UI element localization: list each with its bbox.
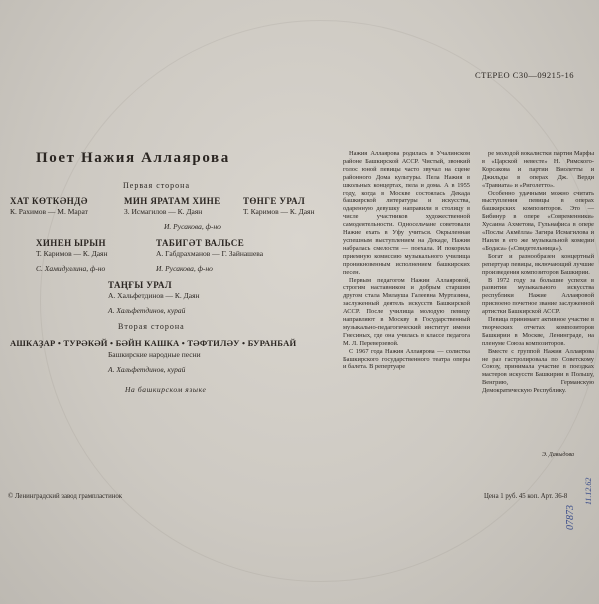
bio-paragraph: Певица принимает активное участие в творческих отчетах композиторов Башкирии в Москве, Ленинграде, на пленуме Союза композиторов.: [482, 316, 594, 347]
handwritten-date: 11.12.62: [584, 477, 593, 505]
song-authors: Т. Каримов — К. Даян: [36, 249, 108, 258]
bio-paragraph: Первым педагогом Нажии Аллаяровой, строгим наставником и добрым старшим другом стала Милауша Галеевна Муртазина, заслуженный деятель искусств Башкирской АССР. После училища молодую певицу направляют в Москву в Государственный музыкально-педагогический институт имени Гнесиных, где она училась в классе педагога М. Л. Переверзевой.: [343, 276, 470, 347]
song-performer: А. Хальфетдинов, курай: [108, 306, 186, 315]
song-performer: И. Русакова, ф-но: [156, 264, 213, 273]
language-note: На башкирском языке: [125, 385, 207, 394]
album-title: Поет Нажия Аллаярова: [36, 150, 230, 166]
bio-paragraph: Вместе с группой Нажия Аллаярова не раз гастролировала по Советскому Союзу, принимала участие в поездках мастеров искусств Башкирии в Польшу, Венгрию, Германскую Демократическую Республику.: [482, 347, 594, 395]
biography-column-1: [343, 150, 470, 371]
side2-song-list: АШКАҘАР • ТУРӘКӘЙ • БӘЙН КАШКА • ТӘФТИЛӘУ • БУРАНБАЙ: [10, 338, 297, 348]
bio-paragraph: Богат и разнообразен концертный репертуар певицы, включающий лучшие произведения композиторов Башкирии.: [482, 252, 594, 276]
biography-column-2: [482, 150, 594, 395]
song-title: ХАТ КӨТКӘНДӘ: [10, 196, 88, 206]
article-signature: Э. Давыдова: [542, 452, 575, 458]
song-authors: К. Рахимов — М. Марат: [10, 207, 88, 216]
song-title: ТАБИГӘТ ВАЛЬСЕ: [156, 238, 245, 248]
footer-price: Цена 1 руб. 45 коп. Арт. 36-8: [484, 493, 568, 500]
side2-heading: Вторая сторона: [118, 322, 185, 331]
song-authors: А. Хальфетдинов — К. Даян: [108, 291, 200, 300]
song-authors: З. Исмагилов — К. Даян: [124, 207, 203, 216]
song-title: МИН ЯРАТАМ ХИНЕ: [124, 196, 221, 206]
bio-paragraph: В 1972 году за большие успехи в развитии музыкального искусства республики Нажие Аллаяровой присвоено почетное звание заслуженной артистки Башкирской АССР.: [482, 276, 594, 316]
song-performer: И. Русакова, ф-но: [164, 222, 221, 231]
song-authors: Т. Каримов — К. Даян: [243, 207, 315, 216]
bio-paragraph: Особенно удачными можно считать выступления певицы в операх башкирских композиторов. Это — Бибинур в опере «Современники» Хусаина Ахметова, Гульнафиса в опере «Послы Акмёлла» Загира Исмагилова и Наиля в его же музыкальной комедии «Бодаса» («Свидетельница»).: [482, 189, 594, 252]
footer-manufacturer: © Ленинградский завод грампластинок: [8, 493, 123, 500]
handwritten-number: 07873: [565, 505, 576, 530]
bio-paragraph: С 1967 года Нажия Аллаярова — солистка Башкирского государственного театра оперы и балета. В репертуаре: [343, 347, 470, 371]
song-title: ТАҢҒЫ УРАЛ: [108, 280, 173, 290]
song-title: ТӨНГЕ УРАЛ: [243, 196, 306, 206]
side2-performer: А. Хальфетдинов, курай: [108, 365, 186, 374]
song-title: ХИНЕН ЫРЫН: [36, 238, 106, 248]
side1-heading: Первая сторона: [123, 181, 191, 190]
bio-paragraph: Нажия Аллаярова родилась в Учалинском районе Башкирской АССР. Чистый, звонкий голос юной певицы часто звучал на сцене районного Дома культуры. Пела Нажия в школьных концертах, пела и дома. А в 1955 году, когда в Москве состоялась Декада башкирской литературы и искусства, одаренную девушку направили в столицу в числе участников художественной самодеятельности. Односельчане советовали Нажие ехать в Уфу учиться. Окрыленная успешным выступлением на Декаде, Нажия набралась смелости — поехала. И покорила приемную комиссию музыкального училища проникновенным исполнением башкирских песен.: [343, 150, 470, 276]
song-authors: А. Габдрахманов — Г. Зайнашева: [156, 249, 264, 258]
side2-note: Башкирские народные песни: [108, 350, 201, 359]
song-performer: С. Хамидуллина, ф-но: [36, 264, 106, 273]
catalog-number: СТЕРЕО С30—09215-16: [475, 70, 574, 80]
bio-paragraph: ре молодой вокалистки партия Марфы в «Царской невесте» Н. Римского-Корсакова и партии Виолетты и Джильды в операх Дж. Верди «Травиата» и «Риголетто».: [482, 150, 594, 189]
